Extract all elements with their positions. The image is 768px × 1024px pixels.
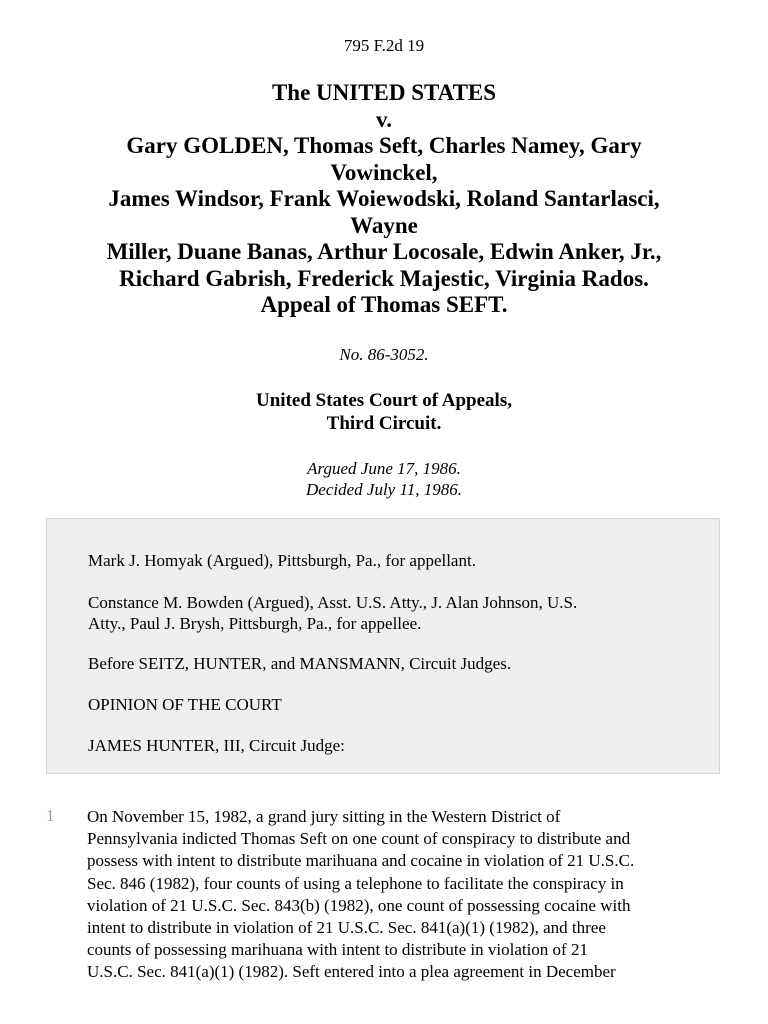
caption-line: Vowinckel,: [330, 159, 438, 185]
case-dates: [0, 458, 768, 500]
caption-line: Gary GOLDEN, Thomas Seft, Charles Namey, Gary: [126, 133, 642, 158]
paragraph-line: Pennsylvania indicted Thomas Seft on one count of conspiracy to distribute and: [87, 829, 631, 849]
caption-line: James Windsor, Frank Woiewodski, Roland Santarlasci,: [108, 186, 660, 211]
judges-panel: Before SEITZ, HUNTER, and MANSMANN, Circuit Judges.: [88, 654, 512, 673]
caption-line: Appeal of Thomas SEFT.: [260, 292, 508, 317]
decided-date: Decided July 11, 1986.: [306, 480, 462, 499]
court-line: Third Circuit.: [326, 413, 442, 434]
appellant-counsel: Mark J. Homyak (Argued), Pittsburgh, Pa., for appellant.: [88, 551, 476, 570]
paragraph-number: 1: [46, 806, 55, 825]
caption-line: Richard Gabrish, Frederick Majestic, Virginia Rados.: [119, 265, 649, 291]
paragraph-text: [87, 806, 727, 984]
counsel-box: [46, 518, 720, 774]
paragraph-line: intent to distribute in violation of 21 U.S.C. Sec. 841(a)(1) (1982), and three: [87, 918, 606, 938]
case-caption: [60, 80, 708, 319]
paragraph-line: counts of possessing marihuana with intent to distribute in violation of 21: [87, 940, 588, 960]
court-name: [0, 389, 768, 435]
caption-line: The UNITED STATES: [271, 80, 497, 105]
court-line: United States Court of Appeals,: [256, 390, 512, 411]
caption-line: v.: [376, 106, 392, 132]
paragraph-line: U.S.C. Sec. 841(a)(1) (1982). Seft entered into a plea agreement in December: [87, 962, 616, 982]
appellee-counsel-line: Atty., Paul J. Brysh, Pittsburgh, Pa., for appellee.: [88, 614, 422, 633]
case-citation: 795 F.2d 19: [343, 36, 425, 55]
paragraph-line: possess with intent to distribute marihuana and cocaine in violation of 21 U.S.C.: [87, 851, 635, 871]
appellee-counsel-line: Constance M. Bowden (Argued), Asst. U.S. Atty., J. Alan Johnson, U.S.: [88, 593, 578, 612]
argued-date: Argued June 17, 1986.: [307, 459, 461, 478]
opinion-author: JAMES HUNTER, III, Circuit Judge:: [88, 736, 345, 755]
paragraph-line: violation of 21 U.S.C. Sec. 843(b) (1982), one count of possessing cocaine with: [87, 895, 631, 915]
caption-line: Wayne: [350, 212, 418, 238]
caption-line: Miller, Duane Banas, Arthur Locosale, Edwin Anker, Jr.,: [106, 239, 662, 264]
paragraph-line: On November 15, 1982, a grand jury sitting in the Western District of: [87, 807, 561, 826]
docket-number: No. 86-3052.: [339, 345, 429, 364]
paragraph-line: Sec. 846 (1982), four counts of using a telephone to facilitate the conspiracy in: [87, 873, 624, 893]
appellee-counsel: [88, 592, 688, 634]
opinion-heading: OPINION OF THE COURT: [88, 695, 282, 714]
